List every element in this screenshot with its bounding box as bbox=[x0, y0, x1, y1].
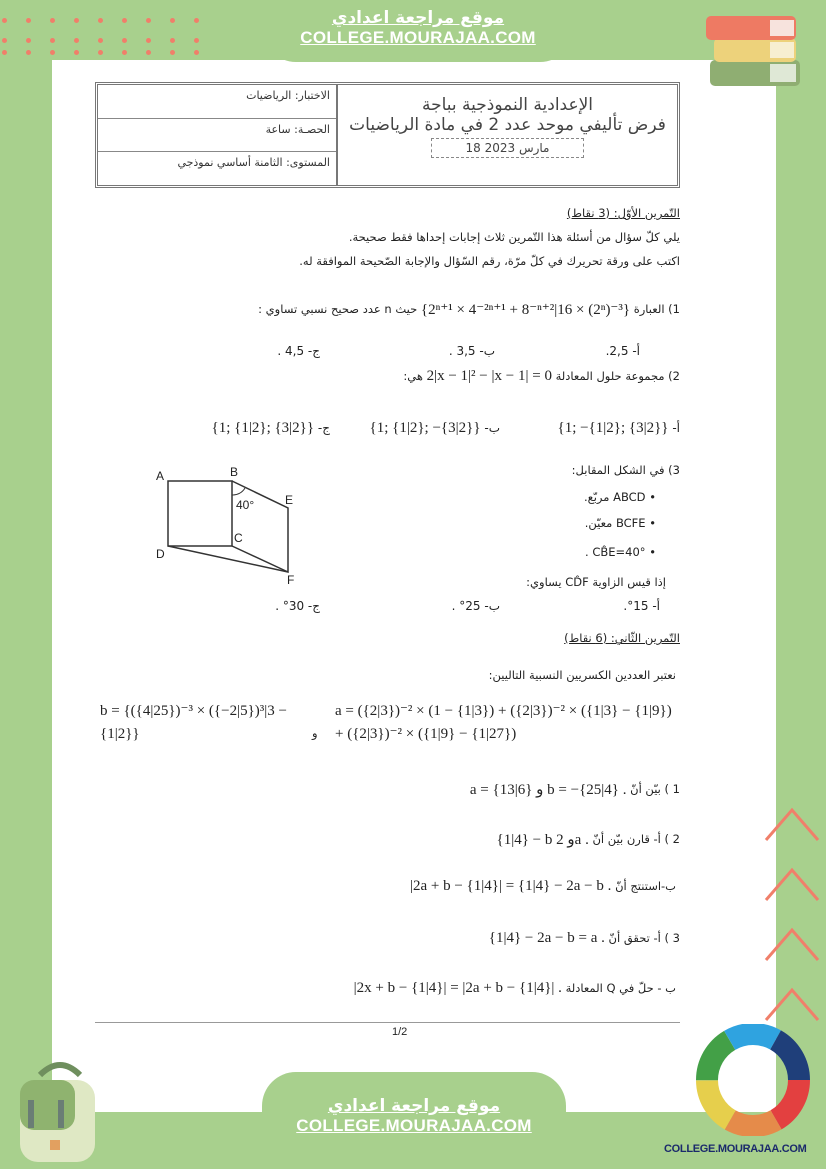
dot bbox=[74, 18, 79, 23]
point-a: A bbox=[156, 469, 165, 483]
q1-label: 1) العبارة bbox=[633, 302, 680, 316]
part-3b-label: ب - حلّ في Q المعادلة bbox=[565, 981, 676, 995]
point-d: D bbox=[156, 547, 165, 561]
part-2b-expression: |2a + b − {1|4}| = {1|4} − 2a − b . bbox=[409, 878, 612, 894]
q2-equation: 2|x − 1|² − |x − 1| = 0 bbox=[426, 368, 552, 384]
q3-option-a: أ- 15°. bbox=[623, 599, 660, 613]
q2-option-a bbox=[558, 420, 681, 437]
dot bbox=[170, 50, 175, 55]
logo-caption: COLLEGE.MOURAJAA.COM bbox=[664, 1143, 807, 1155]
exam-date: 18 مارس 2023 bbox=[431, 138, 585, 158]
exercise-1-title: التّمرين الأوّل: (3 نقاط) bbox=[566, 206, 680, 220]
exam-header-table bbox=[95, 82, 680, 188]
point-e: E bbox=[285, 493, 294, 507]
part-3a-expression: {1|4} − 2a − b = a . bbox=[488, 930, 605, 946]
site-banner-bottom[interactable] bbox=[262, 1072, 566, 1169]
dot bbox=[122, 18, 127, 23]
a-definition bbox=[335, 700, 680, 745]
q3-label: 3) في الشكل المقابل: bbox=[571, 463, 680, 477]
dot bbox=[2, 18, 7, 23]
part-2b-label: ب-استنتج أنّ bbox=[615, 879, 676, 893]
rhombus-bcfe bbox=[232, 481, 288, 572]
q1-expression: {2ⁿ⁺¹ × 4⁻²ⁿ⁺¹ + 8⁻ⁿ⁺²|16 × (2ⁿ)⁻³} bbox=[420, 302, 631, 318]
dot bbox=[194, 50, 199, 55]
part-1-expression: a = {13|6} و b = −{25|4} . bbox=[469, 782, 627, 798]
point-c: C bbox=[234, 531, 243, 545]
q2-option-c bbox=[212, 420, 330, 437]
page-number: 1/2 bbox=[392, 1026, 408, 1038]
q1-suffix: حيث n عدد صحيح نسبي تساوي : bbox=[258, 302, 418, 316]
part-2b bbox=[410, 878, 676, 895]
q2-option-b-set: {1; {1|2}; −{3|2}} bbox=[369, 420, 481, 436]
dot bbox=[146, 18, 151, 23]
exam-title: فرض تأليفي موحد عدد 2 في مادة الرياضيات bbox=[349, 115, 666, 135]
part-3a bbox=[489, 930, 680, 947]
part-1-label: 1 ) بيّن أنّ bbox=[630, 782, 680, 796]
geometry-figure bbox=[150, 462, 310, 587]
backpack-icon bbox=[10, 1055, 110, 1165]
dot bbox=[50, 38, 55, 43]
dot bbox=[50, 18, 55, 23]
q3-option-b: ب- 25° . bbox=[451, 599, 500, 613]
site-name: موقع مراجعة اعدادي bbox=[327, 1096, 501, 1116]
dot bbox=[26, 18, 31, 23]
level-field: المستوى: الثامنة أساسي نموذجي bbox=[177, 156, 330, 170]
option-letter: أ- bbox=[672, 421, 680, 435]
and-label: و bbox=[312, 726, 318, 740]
q1 bbox=[258, 300, 680, 319]
b-expression: b = {({4|25})⁻³ × ({−2|5})³|3 − {1|2}} bbox=[100, 703, 287, 742]
q2 bbox=[403, 368, 680, 385]
b-definition bbox=[100, 700, 300, 745]
school-name: الإعدادية النموذجية بباجة bbox=[421, 95, 594, 115]
site-url[interactable]: COLLEGE.MOURAJAA.COM bbox=[296, 1116, 532, 1135]
q1-option-a: أ- 2,5. bbox=[605, 344, 640, 358]
site-name: موقع مراجعة اعدادي bbox=[331, 8, 505, 28]
exercise-1-intro-1: يلي كلّ سؤال من أسئلة هذا التّمرين ثلاث إجابات إحداها فقط صحيحة. bbox=[348, 230, 680, 244]
dot bbox=[122, 50, 127, 55]
part-3a-label: 3 ) أ- تحقق أنّ bbox=[608, 931, 680, 945]
exercise-2-title: التّمرين الثّاني: (6 نقاط) bbox=[564, 631, 680, 645]
part-3b bbox=[354, 980, 676, 997]
option-letter: ج- bbox=[317, 421, 330, 435]
part-1 bbox=[470, 780, 680, 799]
dot bbox=[98, 50, 103, 55]
part-2a bbox=[497, 830, 680, 849]
angle-label: 40° bbox=[236, 498, 255, 512]
chevron-decoration-icon bbox=[762, 790, 822, 1030]
dot bbox=[2, 38, 7, 43]
q1-option-c: ج- 4,5 . bbox=[277, 344, 320, 358]
q2-option-a-set: {1; −{1|2}; {3|2}} bbox=[557, 420, 669, 436]
angle-arc bbox=[232, 488, 245, 495]
dot bbox=[146, 38, 151, 43]
q2-option-c-set: {1; {1|2}; {3|2}} bbox=[211, 420, 315, 436]
q3-bullet-3: • CB̂E=40° . bbox=[585, 545, 656, 559]
point-f: F bbox=[287, 573, 295, 587]
q2-option-b bbox=[370, 420, 500, 437]
point-b: B bbox=[230, 465, 239, 479]
q3-option-c: ج- 30° . bbox=[275, 599, 320, 613]
part-3b-expression: |2x + b − {1|4}| = |2a + b − {1|4}| . bbox=[353, 980, 562, 996]
duration-field: الحصـة: ساعة bbox=[98, 119, 336, 153]
dot bbox=[146, 50, 151, 55]
dot bbox=[122, 38, 127, 43]
school-subjects-logo bbox=[695, 1024, 811, 1136]
dot bbox=[50, 50, 55, 55]
dot bbox=[194, 38, 199, 43]
dot bbox=[170, 38, 175, 43]
q2-suffix: هي: bbox=[403, 369, 423, 383]
site-banner-top[interactable] bbox=[262, 0, 574, 62]
dot bbox=[98, 38, 103, 43]
footer-divider bbox=[95, 1022, 680, 1023]
exercise-1-intro-2: اكتب على ورقة تحريرك في كلّ مرّة، رقم السّؤال والإجابة الصّحيحة الموافقة له. bbox=[299, 254, 680, 268]
q3-question: إذا قيس الزاوية CD̂F يساوي: bbox=[526, 575, 666, 589]
part-2a-expression: {1|4} − b و 2a . bbox=[496, 832, 589, 848]
dot bbox=[2, 50, 7, 55]
q2-label: 2) مجموعة حلول المعادلة bbox=[555, 369, 680, 383]
q3-bullet-2: • BCFE معيّن. bbox=[584, 516, 656, 530]
a-expression: a = ({2|3})⁻² × (1 − {1|3}) + ({2|3})⁻² × ({1|3} − {1|9}) + ({2|3})⁻² × ({1|9} − {1|27}) bbox=[335, 703, 672, 742]
exercise-2-intro: نعتبر العددين الكسريين النسبية التاليين: bbox=[488, 668, 676, 682]
dot bbox=[74, 38, 79, 43]
dot bbox=[26, 50, 31, 55]
dot bbox=[74, 50, 79, 55]
q1-option-b: ب- 3,5 . bbox=[448, 344, 495, 358]
segment-df bbox=[168, 546, 288, 572]
subject-field: الاختبار: الرياضيات bbox=[98, 85, 336, 119]
option-letter: ب- bbox=[484, 421, 500, 435]
q3-bullet-1: • ABCD مربّع. bbox=[583, 490, 656, 504]
dot bbox=[26, 38, 31, 43]
dot bbox=[170, 18, 175, 23]
site-url[interactable]: COLLEGE.MOURAJAA.COM bbox=[300, 28, 536, 47]
square-abcd bbox=[168, 481, 232, 546]
dot bbox=[194, 18, 199, 23]
dot bbox=[98, 18, 103, 23]
books-icon bbox=[700, 12, 810, 100]
part-2a-label: 2 ) أ- قارن بيّن أنّ bbox=[592, 832, 680, 846]
